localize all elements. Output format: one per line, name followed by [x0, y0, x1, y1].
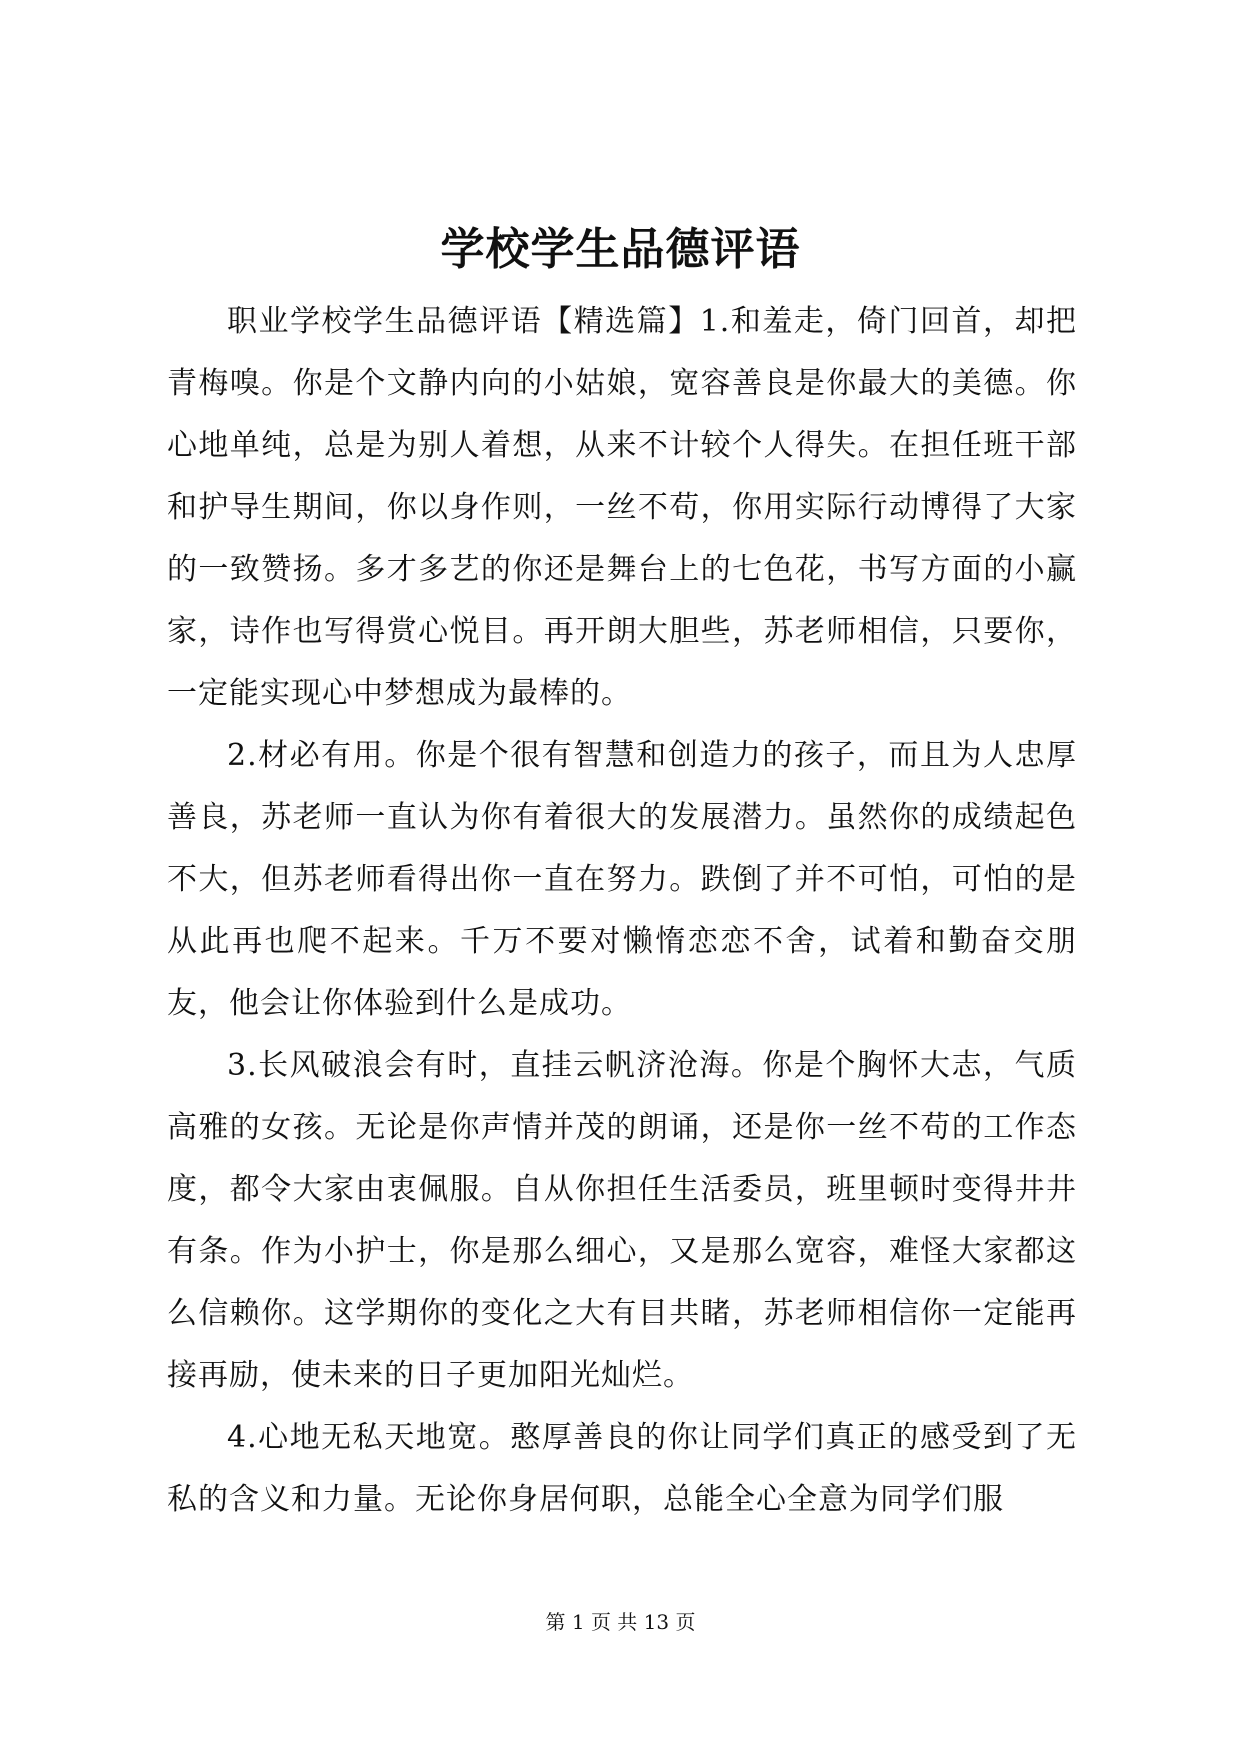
document-body — [167, 291, 1077, 1531]
page-footer: 第 1 页 共 13 页 — [545, 1610, 696, 1634]
paragraph-2: 2.材必有用。你是个很有智慧和创造力的孩子，而且为人忠厚善良，苏老师一直认为你有着很大的发展潜力。虽然你的成绩起色不大，但苏老师看得出你一直在努力。跌倒了并不可怕，可怕的是从此再也爬不起来。千万不要对懒惰恋恋不舍，试着和勤奋交朋友，他会让你体验到什么是成功。 — [167, 738, 1077, 1021]
document-title: 学校学生品德评语 — [440, 224, 801, 275]
paragraph-4: 4.心地无私天地宽。憨厚善良的你让同学们真正的感受到了无私的含义和力量。无论你身居何职，总能全心全意为同学们服 — [167, 1420, 1077, 1517]
paragraph-3: 3.长风破浪会有时，直挂云帆济沧海。你是个胸怀大志，气质高雅的女孩。无论是你声情并茂的朗诵，还是你一丝不苟的工作态度，都令大家由衷佩服。自从你担任生活委员，班里顿时变得井井有条。作为小护士，你是那么细心，又是那么宽容，难怪大家都这么信赖你。这学期你的变化之大有目共睹，苏老师相信你一定能再接再励，使未来的日子更加阳光灿烂。 — [167, 1048, 1077, 1393]
paragraph-1: 职业学校学生品德评语【精选篇】1.和羞走，倚门回首，却把青梅嗅。你是个文静内向的小姑娘，宽容善良是你最大的美德。你心地单纯，总是为别人着想，从来不计较个人得失。在担任班干部和护导生期间，你以身作则，一丝不苟，你用实际行动博得了大家的一致赞扬。多才多艺的你还是舞台上的七色花，书写方面的小赢家，诗作也写得赏心悦目。再开朗大胆些，苏老师相信，只要你，一定能实现心中梦想成为最棒的。 — [167, 304, 1077, 711]
